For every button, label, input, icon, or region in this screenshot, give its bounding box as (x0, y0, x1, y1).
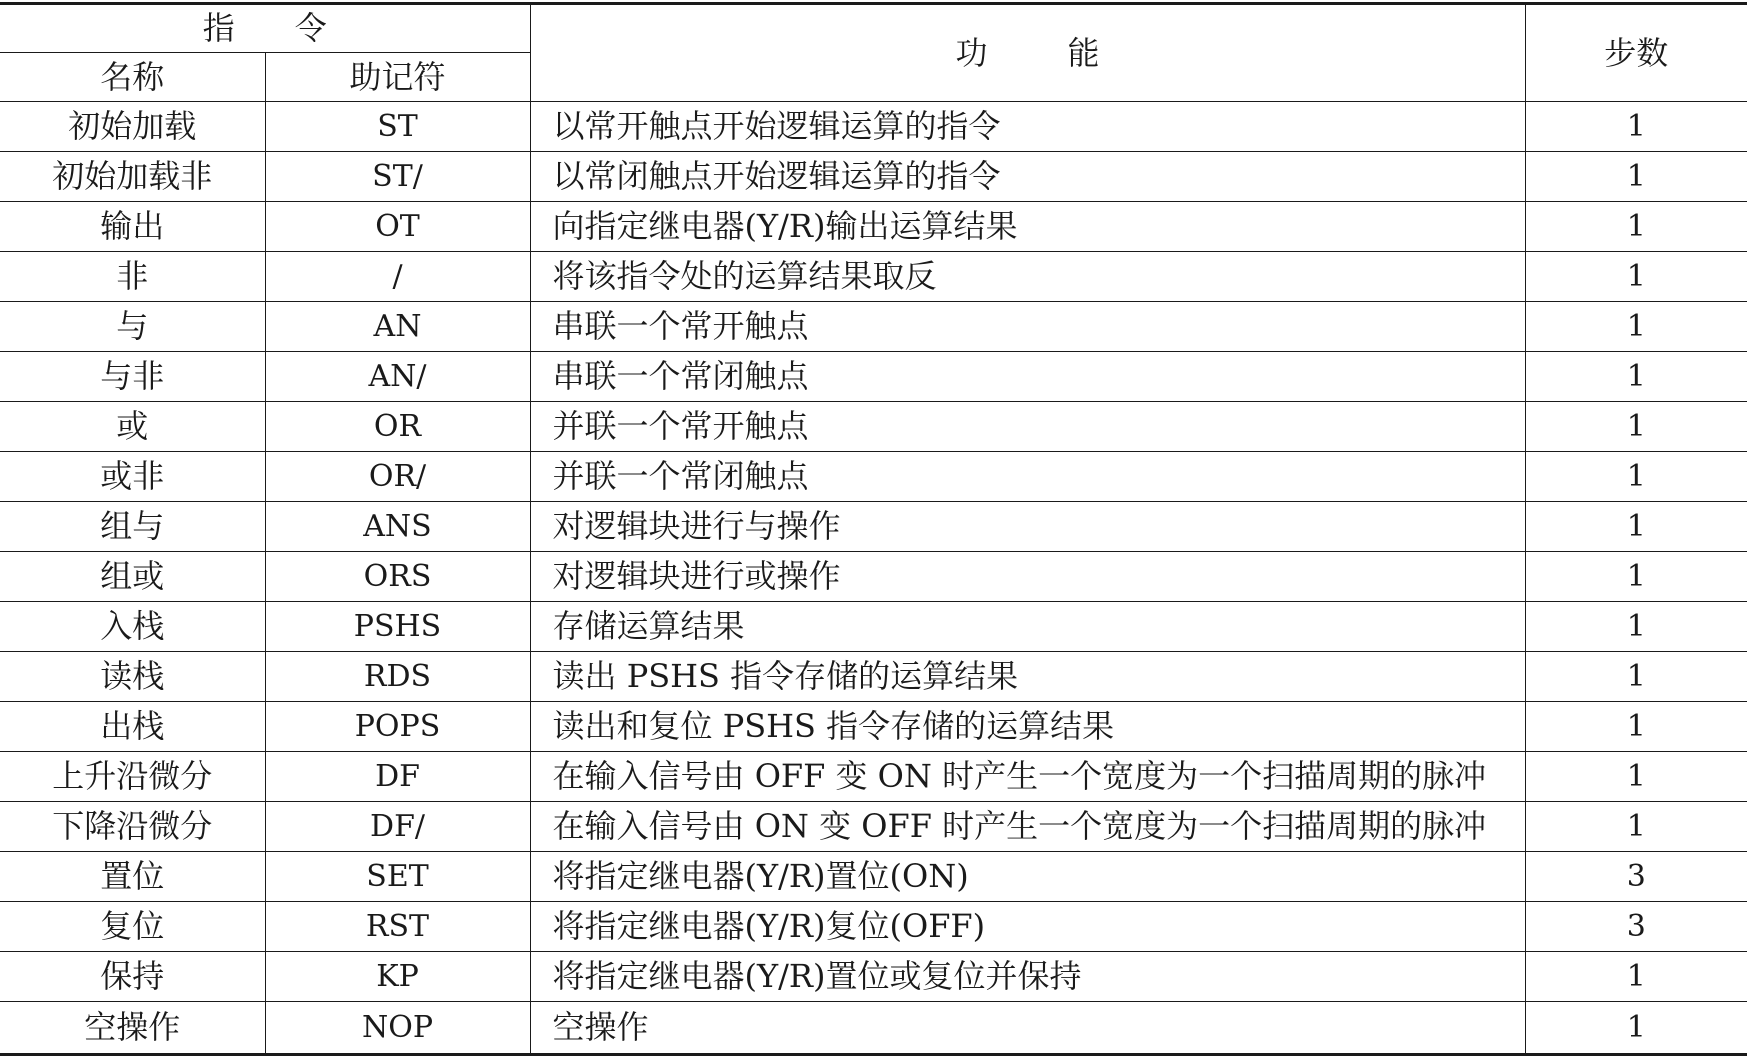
cell-mnemonic: ORS (265, 552, 530, 602)
cell-name: 与非 (0, 352, 265, 402)
cell-name: 入栈 (0, 602, 265, 652)
header-row-top (0, 4, 1747, 53)
cell-steps: 1 (1525, 652, 1747, 702)
cell-name: 组与 (0, 502, 265, 552)
cell-name: 复位 (0, 902, 265, 952)
cell-mnemonic: RDS (265, 652, 530, 702)
cell-name: 与 (0, 302, 265, 352)
cell-mnemonic: OR/ (265, 452, 530, 502)
header-steps: 步数 (1525, 4, 1747, 102)
header-instruction-group: 指令 (0, 4, 530, 53)
cell-function: 串联一个常开触点 (530, 302, 1525, 352)
table-row (0, 102, 1747, 152)
cell-function: 以常闭触点开始逻辑运算的指令 (530, 152, 1525, 202)
cell-function: 对逻辑块进行或操作 (530, 552, 1525, 602)
cell-mnemonic: NOP (265, 1002, 530, 1055)
table-body (0, 102, 1747, 1055)
cell-name: 初始加载非 (0, 152, 265, 202)
cell-steps: 1 (1525, 702, 1747, 752)
cell-mnemonic: KP (265, 952, 530, 1002)
cell-mnemonic: POPS (265, 702, 530, 752)
header-mnemonic: 助记符 (265, 53, 530, 102)
cell-steps: 3 (1525, 902, 1747, 952)
cell-steps: 1 (1525, 252, 1747, 302)
header-function: 功能 (530, 4, 1525, 102)
cell-mnemonic: OR (265, 402, 530, 452)
cell-steps: 1 (1525, 952, 1747, 1002)
cell-name: 下降沿微分 (0, 802, 265, 852)
cell-function: 将指定继电器(Y/R)置位或复位并保持 (530, 952, 1525, 1002)
cell-steps: 1 (1525, 152, 1747, 202)
cell-name: 初始加载 (0, 102, 265, 152)
table-row (0, 202, 1747, 252)
cell-mnemonic: / (265, 252, 530, 302)
cell-steps: 1 (1525, 102, 1747, 152)
cell-name: 上升沿微分 (0, 752, 265, 802)
cell-name: 输出 (0, 202, 265, 252)
cell-mnemonic: ST/ (265, 152, 530, 202)
cell-function: 读出 PSHS 指令存储的运算结果 (530, 652, 1525, 702)
table-row (0, 902, 1747, 952)
cell-name: 非 (0, 252, 265, 302)
cell-function: 存储运算结果 (530, 602, 1525, 652)
instruction-table (0, 2, 1747, 1056)
table-row (0, 552, 1747, 602)
table-row (0, 852, 1747, 902)
cell-steps: 1 (1525, 502, 1747, 552)
table-row (0, 352, 1747, 402)
cell-function: 并联一个常开触点 (530, 402, 1525, 452)
table-row (0, 802, 1747, 852)
cell-name: 或非 (0, 452, 265, 502)
cell-function: 对逻辑块进行与操作 (530, 502, 1525, 552)
table-row (0, 752, 1747, 802)
cell-mnemonic: AN (265, 302, 530, 352)
cell-steps: 1 (1525, 302, 1747, 352)
cell-steps: 1 (1525, 752, 1747, 802)
cell-function: 将该指令处的运算结果取反 (530, 252, 1525, 302)
cell-function: 向指定继电器(Y/R)输出运算结果 (530, 202, 1525, 252)
cell-function: 在输入信号由 OFF 变 ON 时产生一个宽度为一个扫描周期的脉冲 (530, 752, 1525, 802)
cell-function: 并联一个常闭触点 (530, 452, 1525, 502)
cell-name: 出栈 (0, 702, 265, 752)
instruction-table-container (0, 2, 1747, 1056)
table-row (0, 602, 1747, 652)
cell-name: 置位 (0, 852, 265, 902)
cell-mnemonic: ANS (265, 502, 530, 552)
cell-steps: 3 (1525, 852, 1747, 902)
cell-function: 在输入信号由 ON 变 OFF 时产生一个宽度为一个扫描周期的脉冲 (530, 802, 1525, 852)
cell-function: 以常开触点开始逻辑运算的指令 (530, 102, 1525, 152)
table-row (0, 302, 1747, 352)
table-header (0, 4, 1747, 102)
table-row (0, 252, 1747, 302)
cell-mnemonic: SET (265, 852, 530, 902)
table-row (0, 952, 1747, 1002)
cell-name: 读栈 (0, 652, 265, 702)
cell-steps: 1 (1525, 1002, 1747, 1055)
table-row (0, 402, 1747, 452)
cell-name: 保持 (0, 952, 265, 1002)
cell-name: 空操作 (0, 1002, 265, 1055)
cell-mnemonic: AN/ (265, 352, 530, 402)
cell-function: 读出和复位 PSHS 指令存储的运算结果 (530, 702, 1525, 752)
cell-mnemonic: RST (265, 902, 530, 952)
cell-name: 组或 (0, 552, 265, 602)
cell-steps: 1 (1525, 202, 1747, 252)
cell-mnemonic: ST (265, 102, 530, 152)
cell-steps: 1 (1525, 452, 1747, 502)
table-row (0, 502, 1747, 552)
cell-steps: 1 (1525, 802, 1747, 852)
cell-steps: 1 (1525, 552, 1747, 602)
cell-function: 串联一个常闭触点 (530, 352, 1525, 402)
cell-mnemonic: DF (265, 752, 530, 802)
cell-mnemonic: OT (265, 202, 530, 252)
cell-name: 或 (0, 402, 265, 452)
cell-steps: 1 (1525, 402, 1747, 452)
table-row (0, 702, 1747, 752)
cell-mnemonic: PSHS (265, 602, 530, 652)
cell-steps: 1 (1525, 352, 1747, 402)
table-row (0, 652, 1747, 702)
cell-function: 将指定继电器(Y/R)置位(ON) (530, 852, 1525, 902)
table-row (0, 452, 1747, 502)
cell-mnemonic: DF/ (265, 802, 530, 852)
cell-function: 空操作 (530, 1002, 1525, 1055)
cell-steps: 1 (1525, 602, 1747, 652)
cell-function: 将指定继电器(Y/R)复位(OFF) (530, 902, 1525, 952)
table-row (0, 152, 1747, 202)
header-name: 名称 (0, 53, 265, 102)
